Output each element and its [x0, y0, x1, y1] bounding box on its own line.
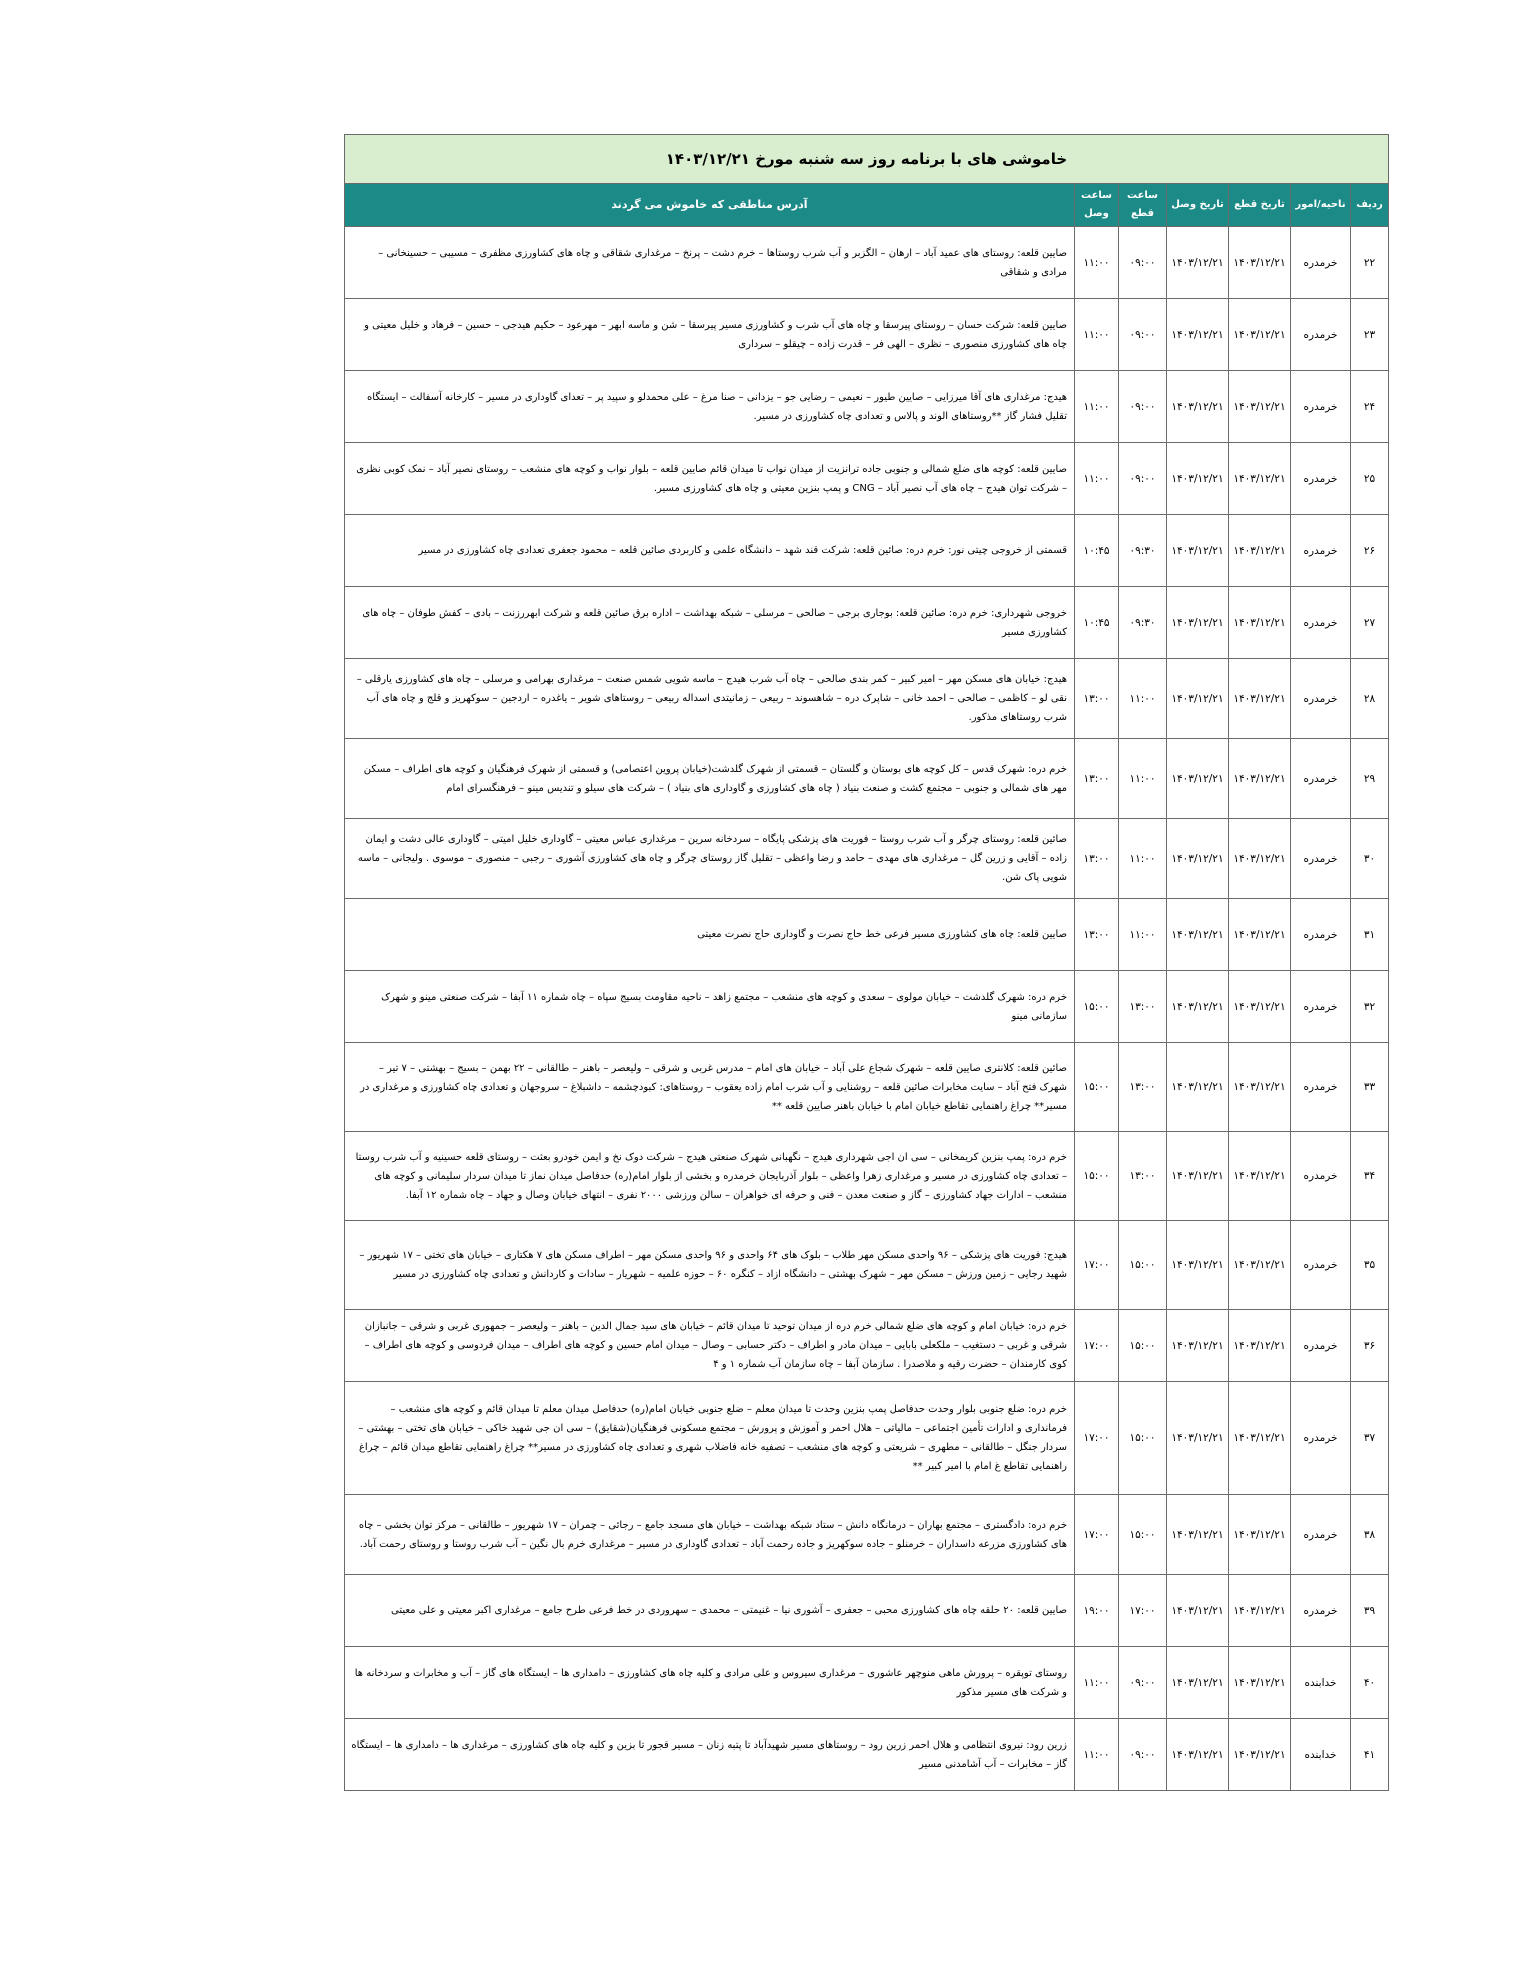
- connect-date-cell: ۱۴۰۳/۱۲/۲۱: [1167, 1719, 1229, 1791]
- region-cell: خرمدره: [1291, 299, 1351, 371]
- address-cell: خرم دره: خیابان امام و کوچه های ضلع شمالی خرم دره از میدان توحید تا میدان قائم – خیابان های سید جمال الدین – باهنر – ولیعصر – جمهوری غربی و شرقی – جانبازان شرقی و غربی – دستغیب – ملکعلی بابایی – میدان مادر و اطراف – دکتر حسابی – وصال – میدان امام حسین و کوچه های اطراف – میدان فردوسی و کوچه های اطراف – کوی کارمندان – حضرت رقیه و ملاصدرا . سازمان آبفا – چاه سازمان آب شماره ۱ و ۴: [344, 1310, 1074, 1382]
- cut-date-cell: ۱۴۰۳/۱۲/۲۱: [1229, 1719, 1291, 1791]
- table-row: [344, 1382, 1388, 1495]
- cut-time-cell: ۰۹:۰۰: [1119, 227, 1167, 299]
- table-row: [344, 1310, 1388, 1382]
- row-number-cell: ۳۶: [1351, 1310, 1389, 1382]
- connect-date-cell: ۱۴۰۳/۱۲/۲۱: [1167, 659, 1229, 739]
- connect-date-cell: ۱۴۰۳/۱۲/۲۱: [1167, 587, 1229, 659]
- connect-date-cell: ۱۴۰۳/۱۲/۲۱: [1167, 1382, 1229, 1495]
- connect-time-cell: ۱۱:۰۰: [1075, 371, 1119, 443]
- cut-time-cell: ۱۳:۰۰: [1119, 1043, 1167, 1132]
- connect-date-cell: ۱۴۰۳/۱۲/۲۱: [1167, 1221, 1229, 1310]
- cut-time-cell: ۰۹:۰۰: [1119, 1719, 1167, 1791]
- connect-time-cell: ۱۵:۰۰: [1075, 1043, 1119, 1132]
- connect-time-cell: ۱۷:۰۰: [1075, 1495, 1119, 1575]
- connect-time-cell: ۱۹:۰۰: [1075, 1575, 1119, 1647]
- connect-time-cell: ۱۷:۰۰: [1075, 1310, 1119, 1382]
- connect-time-cell: ۱۳:۰۰: [1075, 819, 1119, 899]
- cut-date-cell: ۱۴۰۳/۱۲/۲۱: [1229, 819, 1291, 899]
- region-cell: خرمدره: [1291, 1132, 1351, 1221]
- connect-date-cell: ۱۴۰۳/۱۲/۲۱: [1167, 1647, 1229, 1719]
- connect-time-cell: ۱۱:۰۰: [1075, 299, 1119, 371]
- region-cell: خرمدره: [1291, 587, 1351, 659]
- cut-time-cell: ۱۵:۰۰: [1119, 1495, 1167, 1575]
- row-number-cell: ۴۰: [1351, 1647, 1389, 1719]
- row-number-cell: ۳۲: [1351, 971, 1389, 1043]
- row-number-cell: ۲۳: [1351, 299, 1389, 371]
- row-number-cell: ۳۷: [1351, 1382, 1389, 1495]
- cut-time-cell: ۰۹:۰۰: [1119, 443, 1167, 515]
- address-cell: خرم دره: پمپ بنزین کریمخانی – سی ان اجی شهرداری هیدج – نگهبانی شهرک صنعتی هیدج – شرکت دوک نخ و ایمن خودرو بعثت – روستای قلعه حسینیه و آب شرب روستا – تعدادی چاه کشاورزی در مسیر و مرغداری زهرا واعظی – بلوار آذربایجان خرمدره و بخشی از بلوار امام(ره) حدفاصل میدان نماز تا میدان سردار سلیمانی و کوچه های منشعب – ادارات جهاد کشاورزی – گاز و صنعت معدن – فنی و حرفه ای خواهران – سالن ورزشی ۲۰۰۰ نفری – انتهای خیابان وصال و جهاد – چاه شماره ۱۲ آبفا.: [344, 1132, 1074, 1221]
- row-number-cell: ۲۹: [1351, 739, 1389, 819]
- cut-time-cell: ۱۵:۰۰: [1119, 1310, 1167, 1382]
- cut-date-cell: ۱۴۰۳/۱۲/۲۱: [1229, 443, 1291, 515]
- connect-date-cell: ۱۴۰۳/۱۲/۲۱: [1167, 443, 1229, 515]
- region-cell: خرمدره: [1291, 1382, 1351, 1495]
- address-cell: قسمتی از خروجی چیتی نور: خرم دره: صائین قلعه: شرکت قند شهد – دانشگاه علمی و کاربردی صائین قلعه – محمود جعفری تعدادی چاه کشاورزی در مسیر: [344, 515, 1074, 587]
- cut-date-cell: ۱۴۰۳/۱۲/۲۱: [1229, 227, 1291, 299]
- row-number-cell: ۲۴: [1351, 371, 1389, 443]
- cut-date-cell: ۱۴۰۳/۱۲/۲۱: [1229, 299, 1291, 371]
- address-cell: صائین قلعه: روستای چرگر و آب شرب روستا – فوریت های پزشکی پایگاه – سردخانه سرین – مرغداری عباس معیتی – گاوداری خلیل امیتی – گاوداری عالی دشت و ایمان زاده – آقایی و زرین گل – مرغداری های مهدی – حامد و رضا واعظی – تقلیل گاز روستای چرگر و چاه های کشاورزی آشوری – رجبی – منصوری – موسوی . ولیجانی – ماسه شویی پاک شن.: [344, 819, 1074, 899]
- cut-time-cell: ۰۹:۰۰: [1119, 371, 1167, 443]
- region-cell: خرمدره: [1291, 659, 1351, 739]
- table-row: [344, 443, 1388, 515]
- address-cell: صایین قلعه: روستای های عمید آباد – ارهان – الگزبر و آب شرب روستاها – خرم دشت – پرنخ – مرغداری شقاقی و چاه های کشاورزی مظفری – مسیبی – حسینخانی – مرادی و شقاقی: [344, 227, 1074, 299]
- table-row: [344, 1719, 1388, 1791]
- cut-time-cell: ۱۳:۰۰: [1119, 1132, 1167, 1221]
- region-cell: خرمدره: [1291, 371, 1351, 443]
- row-number-cell: ۲۶: [1351, 515, 1389, 587]
- table-row: [344, 1221, 1388, 1310]
- row-number-cell: ۲۵: [1351, 443, 1389, 515]
- cut-date-cell: ۱۴۰۳/۱۲/۲۱: [1229, 515, 1291, 587]
- header-connect-time-line1: ساعت: [1080, 190, 1112, 201]
- connect-time-cell: ۱۱:۰۰: [1075, 227, 1119, 299]
- table-header: [344, 184, 1388, 227]
- cut-date-cell: ۱۴۰۳/۱۲/۲۱: [1229, 1495, 1291, 1575]
- row-number-cell: ۴۱: [1351, 1719, 1389, 1791]
- connect-date-cell: ۱۴۰۳/۱۲/۲۱: [1167, 515, 1229, 587]
- address-cell: هیدج: فوریت های پزشکی – ۹۶ واحدی مسکن مهر طلاب – بلوک های ۶۴ واحدی و ۹۶ واحدی مسکن مهر – اطراف مسکن های ۷ هکتاری – خیابان های تختی – ۱۷ شهریور – شهید رجایی – زمین ورزش – مسکن مهر – شهرک بهشتی – دانشگاه ازاد – کنگره ۶۰ – حوزه علمیه – شهریار – سادات و کاردانش و تعدادی چاه کشاورزی در مسیر: [344, 1221, 1074, 1310]
- region-cell: خرمدره: [1291, 819, 1351, 899]
- region-cell: خرمدره: [1291, 227, 1351, 299]
- connect-time-cell: ۱۱:۰۰: [1075, 1719, 1119, 1791]
- table-row: [344, 515, 1388, 587]
- cut-date-cell: ۱۴۰۳/۱۲/۲۱: [1229, 1647, 1291, 1719]
- connect-date-cell: ۱۴۰۳/۱۲/۲۱: [1167, 1132, 1229, 1221]
- connect-time-cell: ۱۷:۰۰: [1075, 1382, 1119, 1495]
- address-cell: خرم دره: شهرک گلدشت – خیابان مولوی – سعدی و کوچه های منشعب – مجتمع زاهد – ناحیه مقاومت بسیج سپاه – چاه شماره ۱۱ آبفا – شرکت صنعتی مینو و شهرک سازمانی مینو: [344, 971, 1074, 1043]
- connect-date-cell: ۱۴۰۳/۱۲/۲۱: [1167, 971, 1229, 1043]
- table-row: [344, 299, 1388, 371]
- header-address: آدرس مناطقی که خاموش می گردند: [344, 184, 1074, 227]
- address-cell: صائین قلعه: کلانتری صایین قلعه – شهرک شجاع علی آباد – خیابان های امام – مدرس غربی و شرقی – ولیعصر – باهنر – طالقانی – ۲۲ بهمن – بسیج – بهشتی – ۷ تیر – شهرک فتح آباد – سایت مخابرات صائین قلعه – روشنایی و آب شرب امام زاده یعقوب – روستاهای: کبودچشمه – داشبلاغ – سروجهان و تعدادی چاه کشاورزی و مرغداری در مسیر** چراغ راهنمایی تقاطع خیابان امام با خیابان باهنر صایین قلعه **: [344, 1043, 1074, 1132]
- cut-date-cell: ۱۴۰۳/۱۲/۲۱: [1229, 1382, 1291, 1495]
- cut-time-cell: ۰۹:۰۰: [1119, 299, 1167, 371]
- row-number-cell: ۳۳: [1351, 1043, 1389, 1132]
- row-number-cell: ۳۴: [1351, 1132, 1389, 1221]
- address-cell: صایین قلعه: ۲۰ حلقه چاه های کشاورزی محبی – جعفری – آشوری نیا – غنیمتی – محمدی – سهروردی در خط فرعی طرح جامع – مرغداری اکبر معیتی و علی معیتی: [344, 1575, 1074, 1647]
- cut-date-cell: ۱۴۰۳/۱۲/۲۱: [1229, 1310, 1291, 1382]
- header-cut-time-line2: قطع: [1130, 208, 1155, 219]
- address-cell: صایین قلعه: شرکت حسان – روستای پیرسقا و چاه های آب شرب و کشاورزی مسیر پیرسقا – شن و ماسه ابهر – مهرعود – حکیم هیدجی – حسین – فرهاد و خلیل معیتی و چاه های کشاورزی منصوری – نظری – الهی فر – قدرت زاده – چیقلو – سرداری: [344, 299, 1074, 371]
- connect-time-cell: ۱۰:۴۵: [1075, 587, 1119, 659]
- cut-date-cell: ۱۴۰۳/۱۲/۲۱: [1229, 659, 1291, 739]
- connect-time-cell: ۱۱:۰۰: [1075, 443, 1119, 515]
- table-body: [344, 227, 1388, 1791]
- header-cut-time-line1: ساعت: [1126, 190, 1158, 201]
- table-row: [344, 227, 1388, 299]
- address-cell: هیدج: مرغداری های آقا میرزایی – صایین طیور – نعیمی – رضایی جو – یزدانی – صنا مرغ – علی محمدلو و سپید پر – تعدای گاوداری در مسیر – کارخانه آسفالت – ایستگاه تقلیل فشار گاز **روستاهای الوند و پالاس و تعدادی چاه کشاورزی در مسیر.: [344, 371, 1074, 443]
- connect-date-cell: ۱۴۰۳/۱۲/۲۱: [1167, 227, 1229, 299]
- region-cell: خرمدره: [1291, 515, 1351, 587]
- cut-date-cell: ۱۴۰۳/۱۲/۲۱: [1229, 1132, 1291, 1221]
- header-region: ناحیه/امور: [1291, 184, 1351, 227]
- table-row: [344, 1495, 1388, 1575]
- connect-time-cell: ۱۱:۰۰: [1075, 1647, 1119, 1719]
- cut-date-cell: ۱۴۰۳/۱۲/۲۱: [1229, 371, 1291, 443]
- region-cell: خدابنده: [1291, 1647, 1351, 1719]
- cut-time-cell: ۱۱:۰۰: [1119, 819, 1167, 899]
- address-cell: خرم دره: دادگستری – مجتمع بهاران – درمانگاه دانش – ستاد شبکه بهداشت – خیابان های مسجد جامع – رجائی – چمران – ۱۷ شهریور – طالقانی – مرکز توان بخشی – چاه های کشاورزی مزرعه داسداران – خرمنلو – جاده سوکهریز و جاده رحمت آباد – تعدادی گاوداری در مسیر – مرغداری خرم بال نگین – آب شرب روستا و روستای رحمت آباد.: [344, 1495, 1074, 1575]
- region-cell: خرمدره: [1291, 1221, 1351, 1310]
- cut-date-cell: ۱۴۰۳/۱۲/۲۱: [1229, 899, 1291, 971]
- connect-date-cell: ۱۴۰۳/۱۲/۲۱: [1167, 1310, 1229, 1382]
- row-number-cell: ۲۲: [1351, 227, 1389, 299]
- header-connect-date: تاریخ وصل: [1167, 184, 1229, 227]
- header-row-number: ردیف: [1351, 184, 1389, 227]
- table-row: [344, 587, 1388, 659]
- connect-date-cell: ۱۴۰۳/۱۲/۲۱: [1167, 819, 1229, 899]
- table-row: [344, 1043, 1388, 1132]
- connect-date-cell: ۱۴۰۳/۱۲/۲۱: [1167, 1575, 1229, 1647]
- row-number-cell: ۳۰: [1351, 819, 1389, 899]
- header-cut-date: تاریخ قطع: [1229, 184, 1291, 227]
- address-cell: روستای توپقره – پرورش ماهی منوچهر عاشوری – مرغداری سیروس و علی مرادی و کلیه چاه های کشاورزی – دامداری ها – ایستگاه های گاز – آب و مخابرات و سردخانه ها و شرکت های مسیر مذکور: [344, 1647, 1074, 1719]
- header-connect-time: [1075, 184, 1119, 227]
- connect-date-cell: ۱۴۰۳/۱۲/۲۱: [1167, 899, 1229, 971]
- cut-date-cell: ۱۴۰۳/۱۲/۲۱: [1229, 1221, 1291, 1310]
- row-number-cell: ۳۱: [1351, 899, 1389, 971]
- cut-time-cell: ۱۵:۰۰: [1119, 1221, 1167, 1310]
- connect-date-cell: ۱۴۰۳/۱۲/۲۱: [1167, 739, 1229, 819]
- cut-time-cell: ۱۱:۰۰: [1119, 659, 1167, 739]
- connect-time-cell: ۱۳:۰۰: [1075, 659, 1119, 739]
- table-row: [344, 1575, 1388, 1647]
- region-cell: خرمدره: [1291, 1043, 1351, 1132]
- region-cell: خرمدره: [1291, 899, 1351, 971]
- page-title: خاموشی های با برنامه روز سه شنبه مورخ ۱۴۰۳/۱۲/۲۱: [344, 135, 1388, 184]
- row-number-cell: ۳۹: [1351, 1575, 1389, 1647]
- region-cell: خرمدره: [1291, 971, 1351, 1043]
- address-cell: خرم دره: شهرک قدس – کل کوچه های بوستان و گلستان – قسمتی از شهرک گلدشت(خیابان پروین اعتصامی) و قسمتی از شهرک فرهنگیان و کوچه های اطراف – مسکن مهر های شمالی و جنوبی – مجتمع کشت و صنعت بنیاد ( چاه های کشاورزی و گاوداری های بنیاد ) – شرکت های سیلو و تندیس مینو – فرهنگسرای امام: [344, 739, 1074, 819]
- row-number-cell: ۳۸: [1351, 1495, 1389, 1575]
- connect-time-cell: ۱۳:۰۰: [1075, 899, 1119, 971]
- row-number-cell: ۲۸: [1351, 659, 1389, 739]
- cut-date-cell: ۱۴۰۳/۱۲/۲۱: [1229, 1043, 1291, 1132]
- table-row: [344, 659, 1388, 739]
- address-cell: صایین قلعه: کوچه های ضلع شمالی و جنوبی جاده ترانزیت از میدان نواب تا میدان قائم صایین قلعه – بلوار نواب و کوچه های منشعب – روستای نصیر آباد – نمک کوبی نظری – شرکت توان هیدج – چاه های آب نصیر آباد – CNG و پمپ بنزین معیتی و چاه های کشاورزی مسیر.: [344, 443, 1074, 515]
- row-number-cell: ۳۵: [1351, 1221, 1389, 1310]
- connect-time-cell: ۱۵:۰۰: [1075, 971, 1119, 1043]
- table-row: [344, 819, 1388, 899]
- cut-time-cell: ۰۹:۰۰: [1119, 1647, 1167, 1719]
- table-row: [344, 739, 1388, 819]
- header-connect-time-line2: وصل: [1084, 208, 1109, 219]
- outage-table: [344, 134, 1389, 1791]
- connect-time-cell: ۱۰:۴۵: [1075, 515, 1119, 587]
- header-cut-time: [1119, 184, 1167, 227]
- address-cell: هیدج: خیابان های مسکن مهر – امیر کبیر – کمر بندی صالحی – چاه آب شرب هیدج – ماسه شویی شمس صنعت – مرغداری بهرامی و مرسلی – چاه های کشاورزی یارقلی – نقی لو – کاظمی – صالحی – احمد خانی – شاپرک دره – شاهسوند – ربیعی – زمانیتدی اسداله ربیعی – روستاهای شویر – یاغدره – اردجین – سوکهریز و قلج و چاه های آب شرب روستاهای مذکور.: [344, 659, 1074, 739]
- region-cell: خرمدره: [1291, 1495, 1351, 1575]
- connect-time-cell: ۱۳:۰۰: [1075, 739, 1119, 819]
- address-cell: خرم دره: ضلع جنوبی بلوار وحدت حدفاصل پمپ بنزین وحدت تا میدان معلم – ضلع جنوبی خیابان امام(ره) حدفاصل میدان معلم تا میدان قائم و کوچه های منشعب – فرمانداری و ادارات تأمین اجتماعی – مالیاتی – هلال احمر و آموزش و پرورش – مجتمع مسکونی فرهنگیان(شقایق) – سی ان جی شهید خاکی – خیابان های تختی – بهشتی – سردار جنگل – طالقانی – مطهری – شریعتی و کوچه های منشعب – تصفیه خانه فاضلاب شهری و تعدادی چاه کشاورزی در مسیر** چراغ راهنمایی تقاطع میدان قائم – چراغ راهنمایی تقاطع غ امام با امیر کبیر **: [344, 1382, 1074, 1495]
- cut-date-cell: ۱۴۰۳/۱۲/۲۱: [1229, 971, 1291, 1043]
- cut-date-cell: ۱۴۰۳/۱۲/۲۱: [1229, 587, 1291, 659]
- connect-date-cell: ۱۴۰۳/۱۲/۲۱: [1167, 371, 1229, 443]
- cut-time-cell: ۰۹:۳۰: [1119, 515, 1167, 587]
- table-row: [344, 1647, 1388, 1719]
- connect-time-cell: ۱۵:۰۰: [1075, 1132, 1119, 1221]
- cut-time-cell: ۱۳:۰۰: [1119, 971, 1167, 1043]
- cut-time-cell: ۱۱:۰۰: [1119, 899, 1167, 971]
- region-cell: خرمدره: [1291, 1575, 1351, 1647]
- row-number-cell: ۲۷: [1351, 587, 1389, 659]
- table-row: [344, 1132, 1388, 1221]
- region-cell: خرمدره: [1291, 739, 1351, 819]
- address-cell: صایین قلعه: چاه های کشاورزی مسیر فرعی خط حاج نصرت و گاوداری حاج نصرت معیتی: [344, 899, 1074, 971]
- cut-time-cell: ۱۵:۰۰: [1119, 1382, 1167, 1495]
- region-cell: خدابنده: [1291, 1719, 1351, 1791]
- region-cell: خرمدره: [1291, 1310, 1351, 1382]
- table-row: [344, 899, 1388, 971]
- cut-time-cell: ۰۹:۳۰: [1119, 587, 1167, 659]
- connect-date-cell: ۱۴۰۳/۱۲/۲۱: [1167, 1043, 1229, 1132]
- address-cell: زرین رود: نیروی انتظامی و هلال احمر زرین رود – روستاهای مسیر شهیدآباد تا پتبه زنان – مسیر قجور تا بزین و کلیه چاه های کشاورزی – مرغداری ها – دامداری ها – ایستگاه گاز – مخابرات – آب آشامدنی مسیر: [344, 1719, 1074, 1791]
- outage-schedule-sheet: [345, 134, 1389, 1791]
- connect-time-cell: ۱۷:۰۰: [1075, 1221, 1119, 1310]
- connect-date-cell: ۱۴۰۳/۱۲/۲۱: [1167, 1495, 1229, 1575]
- table-row: [344, 971, 1388, 1043]
- cut-date-cell: ۱۴۰۳/۱۲/۲۱: [1229, 1575, 1291, 1647]
- cut-time-cell: ۱۷:۰۰: [1119, 1575, 1167, 1647]
- address-cell: خروجی شهرداری: خرم دره: صائین قلعه: بوجاری برجی – صالحی – مرسلی – شبکه بهداشت – اداره برق صائین قلعه و شرکت ابهررزنت – بادی – کفش طوفان – چاه های کشاورزی مسیر: [344, 587, 1074, 659]
- table-row: [344, 371, 1388, 443]
- cut-date-cell: ۱۴۰۳/۱۲/۲۱: [1229, 739, 1291, 819]
- connect-date-cell: ۱۴۰۳/۱۲/۲۱: [1167, 299, 1229, 371]
- cut-time-cell: ۱۱:۰۰: [1119, 739, 1167, 819]
- region-cell: خرمدره: [1291, 443, 1351, 515]
